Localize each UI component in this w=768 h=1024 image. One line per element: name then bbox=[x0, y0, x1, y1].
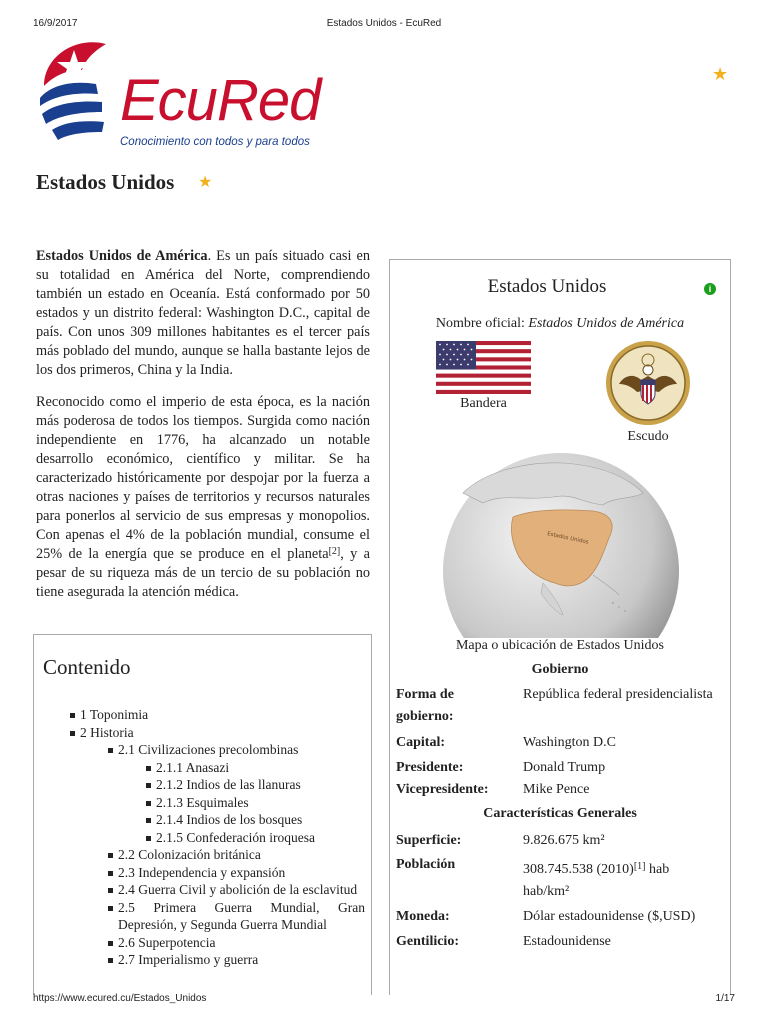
map-country-label: Estados Unidos bbox=[546, 531, 590, 546]
favorite-star-icon[interactable]: ★ bbox=[712, 64, 729, 85]
intro-bold-name: Estados Unidos de América bbox=[36, 248, 208, 264]
value-poblacion bbox=[523, 859, 723, 903]
seal-caption: Escudo bbox=[627, 429, 669, 444]
section-header-caracteristicas: Características Generales bbox=[483, 806, 637, 821]
logo-tagline: Conocimiento con todos y para todos bbox=[120, 136, 310, 148]
toc-item[interactable]: 2.1.4 Indios de los bosques bbox=[34, 811, 371, 829]
print-page-number: 1/17 bbox=[715, 993, 735, 1004]
table-of-contents bbox=[33, 634, 372, 995]
label-superficie: Superficie: bbox=[396, 833, 462, 848]
map-caption: Mapa o ubicación de Estados Unidos bbox=[455, 638, 664, 653]
featured-star-icon: ★ bbox=[198, 172, 213, 191]
official-name-line bbox=[390, 316, 730, 332]
print-date: 16/9/2017 bbox=[33, 18, 78, 29]
toc-item[interactable]: 2.5 Primera Guerra Mundial, Gran Depresión, y Segunda Guerra Mundial bbox=[34, 899, 371, 934]
reference-link-2[interactable]: [2] bbox=[328, 546, 341, 557]
label-presidente: Presidente: bbox=[396, 760, 464, 775]
toc-item[interactable]: 2.2 Colonización británica bbox=[34, 846, 371, 864]
official-name-label: Nombre oficial: bbox=[435, 316, 525, 331]
population-density-unit: hab/km² bbox=[523, 884, 570, 899]
label-gentilicio: Gentilicio: bbox=[396, 934, 459, 949]
toc-item[interactable]: 2.1.3 Esquimales bbox=[34, 794, 371, 812]
value-capital[interactable]: Washington D.C bbox=[523, 735, 616, 750]
location-globe-map[interactable] bbox=[443, 453, 679, 638]
info-icon[interactable]: i bbox=[704, 283, 716, 295]
label-capital: Capital: bbox=[396, 735, 445, 750]
population-value: 308.745.538 (2010) bbox=[523, 862, 634, 877]
toc-item[interactable]: 2.1 Civilizaciones precolombinas bbox=[34, 741, 371, 759]
toc-title: Contenido bbox=[43, 655, 131, 679]
toc-item[interactable]: 1 Toponimia bbox=[34, 706, 371, 724]
intro-paragraph-1 bbox=[36, 247, 370, 380]
reference-link-1[interactable]: [1] bbox=[633, 861, 646, 872]
value-presidente[interactable]: Donald Trump bbox=[523, 760, 606, 775]
intro-p2-text-a: Reconocido como el imperio de esta época, es la nación más poderosa de todos los tiempos. Surgida como nación independiente en 1776, ha alcanzado un notable desarrollo económico, científico y militar. Se ha caracterizado históricamente por despojar por la fuerza a otras naciones y países de territorios y recursos naturales para ponerlos al servicio de sus empresas y monopolios. Con apenas el 4% de la población mundial, consume el 25% de la energía que se produce en el planeta bbox=[36, 394, 370, 562]
value-gentilicio: Estadounidense bbox=[523, 934, 611, 949]
section-header-gobierno: Gobierno bbox=[531, 662, 589, 677]
logo-wordmark: EcuRed bbox=[120, 68, 321, 133]
population-unit: hab bbox=[645, 862, 670, 877]
toc-item[interactable]: 2 Historia bbox=[34, 724, 371, 742]
us-seal-image[interactable] bbox=[605, 340, 691, 426]
toc-item[interactable]: 2.1.5 Confederación iroquesa bbox=[34, 829, 371, 847]
intro-paragraph-2 bbox=[36, 393, 370, 602]
value-superficie: 9.826.675 km² bbox=[523, 833, 605, 848]
toc-item[interactable]: 2.6 Superpotencia bbox=[34, 934, 371, 952]
label-poblacion: Población bbox=[396, 857, 456, 872]
toc-item[interactable]: 2.3 Independencia y expansión bbox=[34, 864, 371, 882]
infobox-title: Estados Unidos bbox=[487, 276, 607, 297]
value-forma-gobierno: República federal presidencialista bbox=[523, 687, 713, 702]
label-forma-gobierno: Forma de gobierno: bbox=[396, 687, 454, 724]
value-vicepresidente[interactable]: Mike Pence bbox=[523, 782, 590, 797]
print-url: https://www.ecured.cu/Estados_Unidos bbox=[33, 993, 207, 1004]
label-vicepresidente: Vicepresidente: bbox=[396, 782, 489, 797]
print-title: Estados Unidos - EcuRed bbox=[326, 18, 442, 29]
toc-item[interactable]: 2.1.2 Indios de las llanuras bbox=[34, 776, 371, 794]
infobox bbox=[389, 259, 731, 995]
intro-p2-text-b: , y a pesar de su riqueza más de un tercio de su población no tiene asegurada la atención médica. bbox=[36, 546, 370, 600]
intro-p1-text: . Es un país situado casi en su totalidad en América del Norte, comprendiendo también un estado en Oceanía. Está conformado por 50 estados y un distrito federal: Washington D.C., capital de país. Con unos 309 millones habitantes es el tercer país más poblado del mundo, aunque se halla bastante lejos de los dos primeros, China y la India. bbox=[36, 248, 370, 378]
ecured-logo[interactable] bbox=[36, 36, 336, 156]
toc-item[interactable]: 2.4 Guerra Civil y abolición de la esclavitud bbox=[34, 881, 371, 899]
official-name-value: Estados Unidos de América bbox=[528, 316, 685, 331]
toc-item[interactable]: 2.1.1 Anasazi bbox=[34, 759, 371, 777]
value-moneda[interactable]: Dólar estadounidense ($,USD) bbox=[523, 909, 696, 924]
toc-item[interactable]: 2.7 Imperialismo y guerra bbox=[34, 951, 371, 969]
flag-caption: Bandera bbox=[460, 396, 507, 411]
us-flag-image[interactable] bbox=[436, 341, 531, 394]
page-title: Estados Unidos bbox=[36, 170, 175, 194]
toc-list bbox=[34, 706, 371, 969]
label-moneda: Moneda: bbox=[396, 909, 450, 924]
